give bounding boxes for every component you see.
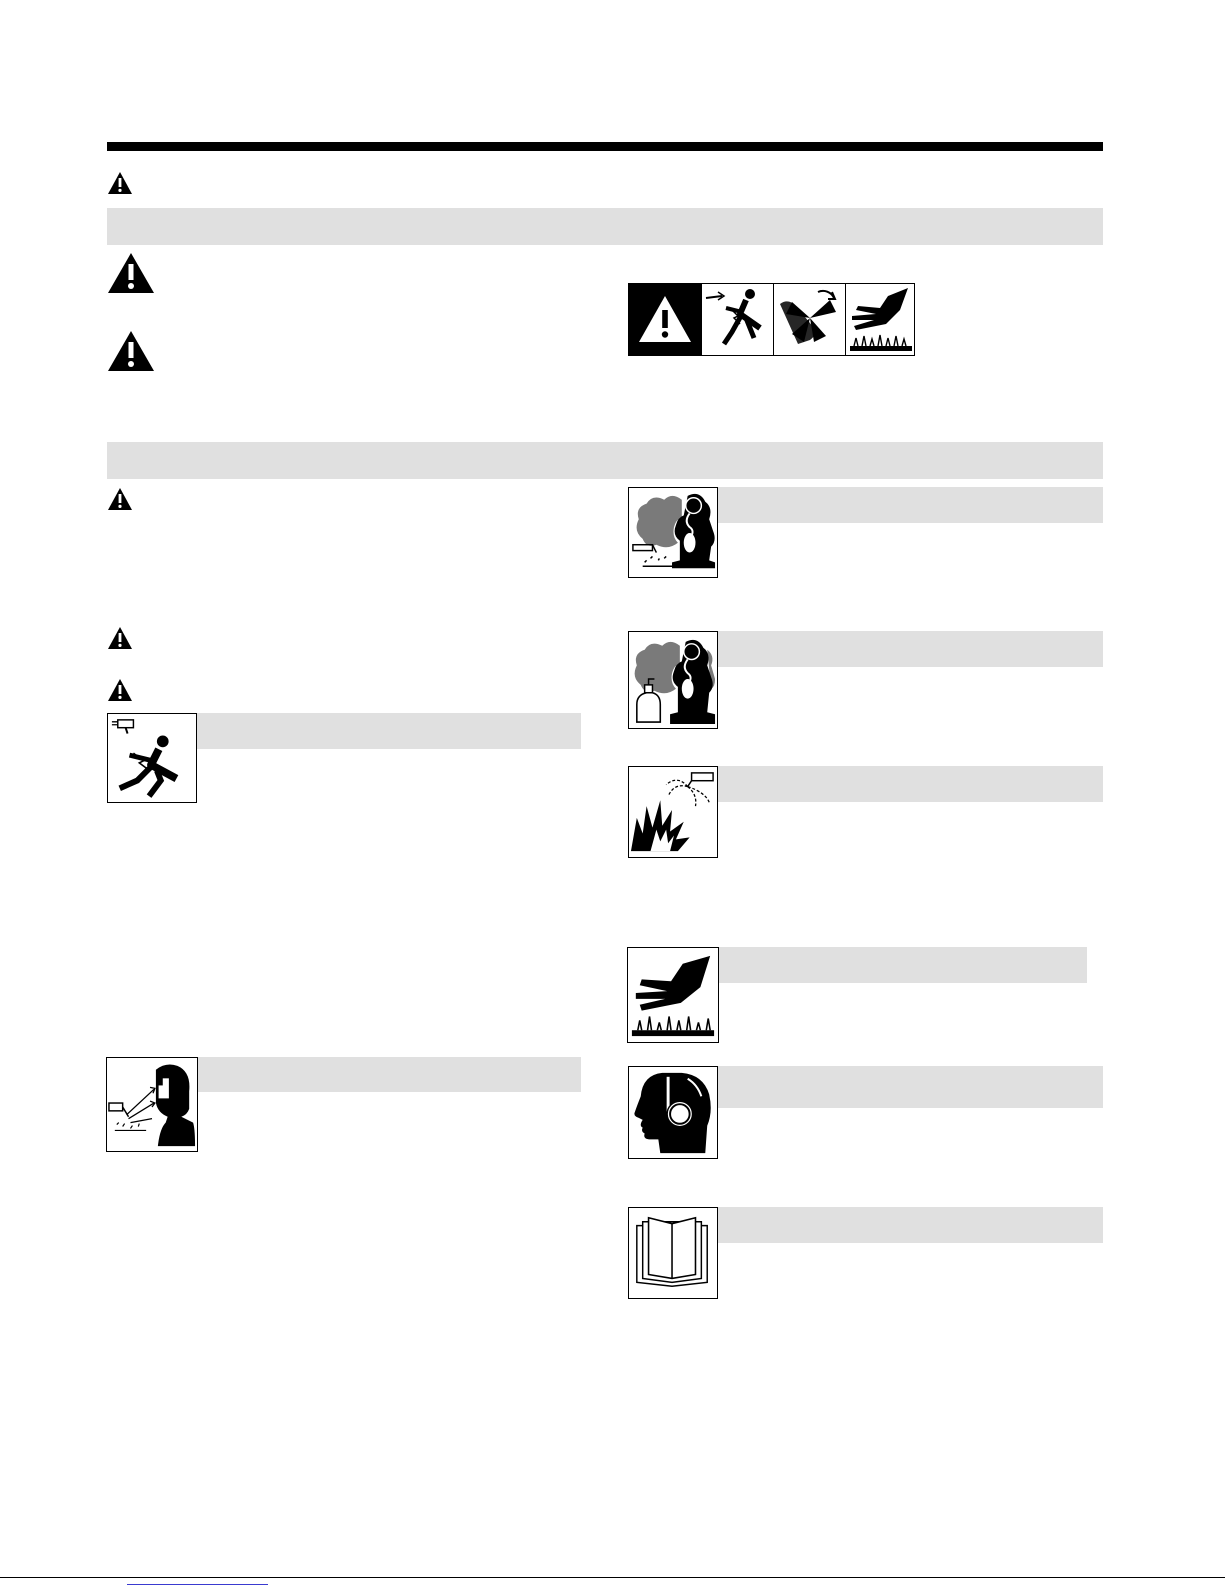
- electric-shock-band: [196, 713, 581, 749]
- section-band-1: [107, 208, 1103, 245]
- cylinder-gas-buildup-icon: [628, 631, 718, 729]
- signal-warning-icon-1: [107, 252, 155, 294]
- electric-shock-icon: [107, 713, 197, 803]
- hot-parts-icon: [627, 947, 719, 1043]
- fumes-band: [717, 487, 1103, 523]
- warning-icon-left-1: [107, 487, 133, 511]
- explosion-sparks-icon: [628, 766, 718, 858]
- warning-icon-left-2: [107, 626, 133, 650]
- warning-icon-left-3: [107, 678, 133, 702]
- read-manual-icon: [628, 1207, 718, 1299]
- noise-band: [717, 1066, 1103, 1108]
- hot-parts-icon: [845, 284, 917, 355]
- arc-rays-icon: [106, 1057, 198, 1152]
- section-band-2: [107, 442, 1103, 479]
- electric-shock-icon: [701, 284, 773, 355]
- moving-parts-icon: [773, 284, 845, 355]
- warning-triangle-icon: [629, 284, 701, 355]
- arc-rays-band: [196, 1057, 581, 1092]
- signal-warning-icon-2: [107, 330, 155, 372]
- explosion-band: [717, 766, 1103, 802]
- header-warning-icon: [107, 171, 133, 195]
- footer-rule: [0, 1577, 1225, 1578]
- hazard-symbol-strip: [628, 283, 915, 356]
- hot-parts-band: [717, 947, 1087, 983]
- noise-hearing-icon: [628, 1066, 718, 1159]
- header-rule: [107, 142, 1103, 151]
- gas-buildup-band: [717, 631, 1103, 667]
- read-manual-band: [717, 1207, 1103, 1243]
- fumes-and-gases-icon: [628, 487, 718, 578]
